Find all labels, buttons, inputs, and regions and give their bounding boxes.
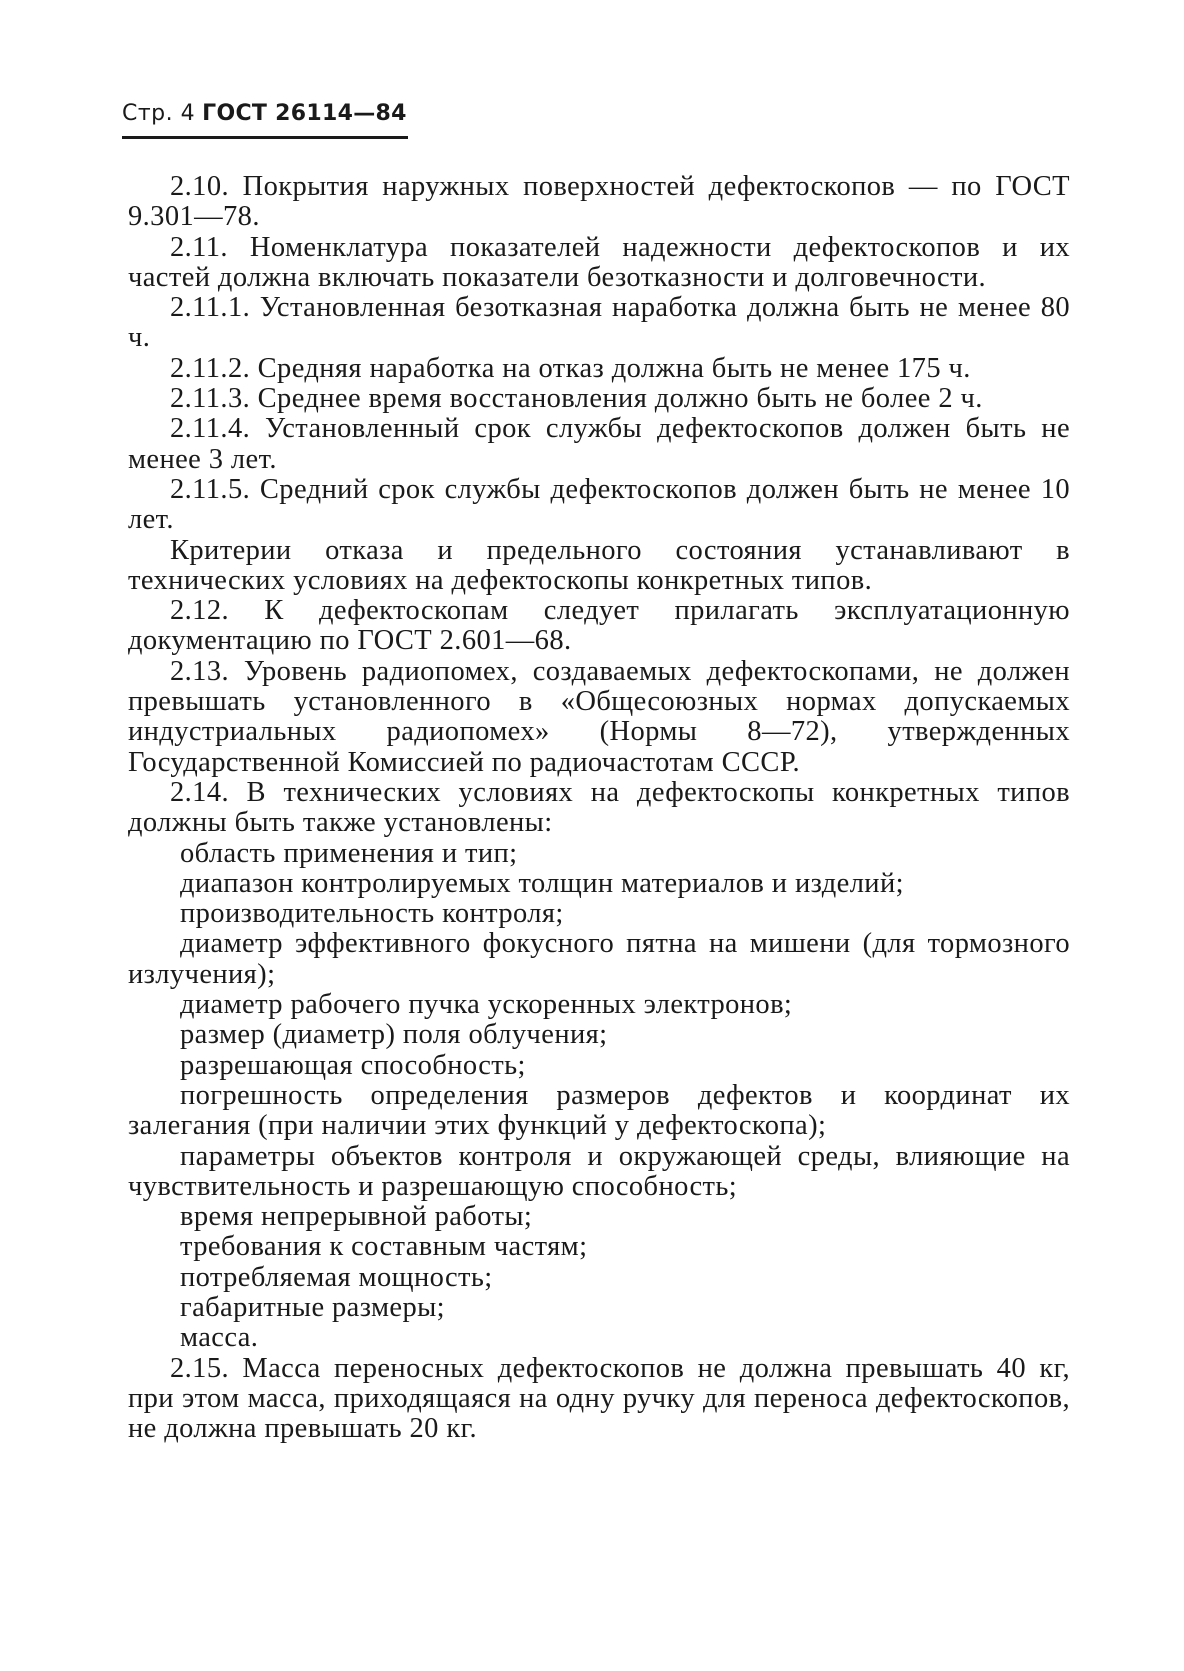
standard-number: ГОСТ 26114—84 (202, 101, 407, 126)
paragraph-2-10: 2.10. Покрытия наружных поверхностей дефектоскопов — по ГОСТ 9.301—78. (128, 171, 1070, 233)
list-item: область применения и тип; (180, 837, 518, 869)
list-item: требования к составным частям; (180, 1231, 588, 1263)
list-item: размер (диаметр) поля облучения; (180, 1019, 608, 1051)
paragraph-2-11-3: 2.11.3. Среднее время восстановления должно быть не более 2 ч. (170, 383, 983, 415)
list-item: масса. (180, 1322, 259, 1354)
paragraph-2-13: 2.13. Уровень радиопомех, создаваемых дефектоскопами, не должен превышать установленного в «Общесоюзных нормах допускаемых индустриальных радиопомех» (Нормы 8—72), утвержденных Государственной Комиссией по радиочастотам СССР. (128, 655, 1070, 778)
list-item: погрешность определения размеров дефектов и координат их залегания (при наличии этих функций у дефектоскопа); (128, 1079, 1070, 1142)
paragraph-2-14: 2.14. В технических условиях на дефектоскопы конкретных типов должны быть также установлены: (128, 776, 1070, 839)
paragraph-2-11-2: 2.11.2. Средняя наработка на отказ должна быть не менее 175 ч. (170, 352, 971, 384)
paragraph-2-11-1: 2.11.1. Установленная безотказная наработка должна быть не менее 80 ч. (128, 292, 1070, 354)
list-item: время непрерывной работы; (180, 1201, 533, 1233)
paragraph-2-11-5: 2.11.5. Средний срок службы дефектоскопов должен быть не менее 10 лет. (128, 473, 1070, 536)
list-item: параметры объектов контроля и окружающей среды, влияющие на чувствительность и разрешающую способность; (128, 1140, 1070, 1202)
paragraph-2-11: 2.11. Номенклатура показателей надежности дефектоскопов и их частей должна включать показатели безотказности и долговечности. (128, 231, 1070, 293)
body-text (128, 172, 1070, 1444)
paragraph-2-11-4: 2.11.4. Установленный срок службы дефектоскопов должен быть не менее 3 лет. (128, 413, 1070, 475)
page-number: Стр. 4 (122, 101, 196, 126)
list-item: диапазон контролируемых толщин материалов и изделий; (180, 867, 904, 899)
paragraph-criteria: Критерии отказа и предельного состояния устанавливают в технических условиях на дефектоскопы конкретных типов. (128, 534, 1070, 596)
list-item: габаритные размеры; (180, 1291, 445, 1323)
list-item: производительность контроля; (180, 898, 564, 930)
list-item: разрешающая способность; (180, 1049, 526, 1081)
list-item: диаметр рабочего пучка ускоренных электронов; (180, 989, 793, 1021)
paragraph-2-15: 2.15. Масса переносных дефектоскопов не должна превышать 40 кг, при этом масса, приходящаяся на одну ручку для переноса дефектоскопов, не должна превышать 20 кг. (128, 1352, 1070, 1445)
list-item: потребляемая мощность; (180, 1261, 493, 1293)
running-head (122, 100, 408, 139)
list-item: диаметр эффективного фокусного пятна на мишени (для тормозного излучения); (128, 928, 1070, 990)
paragraph-2-12: 2.12. К дефектоскопам следует прилагать эксплуатационную документацию по ГОСТ 2.601—68. (128, 595, 1070, 657)
